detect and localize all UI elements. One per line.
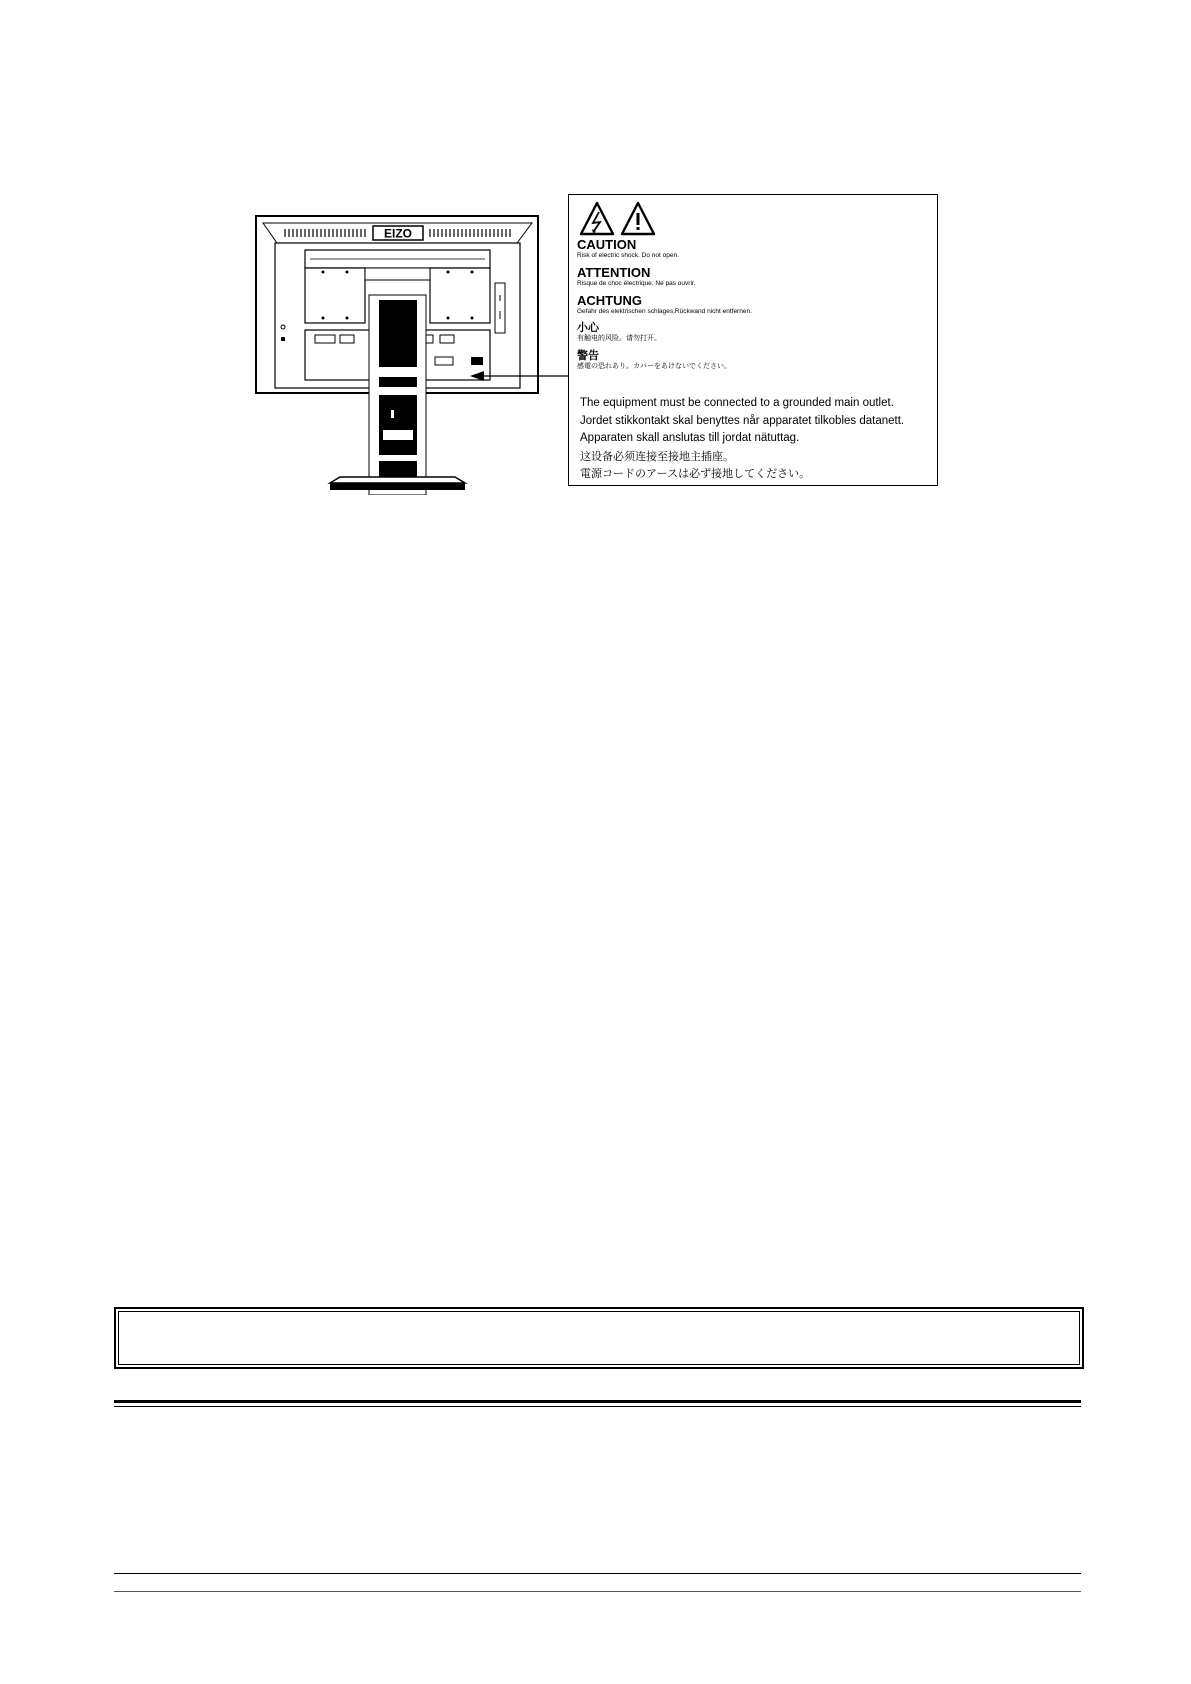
section-rule-thick xyxy=(114,1400,1081,1403)
monitor-rear-drawing xyxy=(255,215,540,495)
ja-text: 感電の恐れあり。カバーをあけないでください。 xyxy=(577,362,731,370)
achtung-text: Gefahr des elektrischen schlages,Rückwand nicht entfernen. xyxy=(577,308,752,315)
grounding-line-zh: 这设备必须连接至接地主插座。 xyxy=(580,449,734,463)
footer-rule-top xyxy=(114,1573,1081,1574)
grounding-line-en: The equipment must be connected to a grounded main outlet. xyxy=(580,397,894,409)
attention-text: Risque de choc électrique. Ne pas ouvrir. xyxy=(577,280,696,287)
monitor-logo: EIZO xyxy=(383,226,413,241)
footer-rule-bottom xyxy=(114,1591,1081,1592)
ja-heading: 警告 xyxy=(577,349,599,362)
caution-text: Risk of electric shock. Do not open. xyxy=(577,252,679,259)
grounding-line-sv: Apparaten skall anslutas till jordat nätuttag. xyxy=(580,432,800,444)
caution-block-ja xyxy=(577,350,731,370)
grounding-line-ja: 電源コードのアースは必ず接地してください。 xyxy=(580,467,811,480)
caution-block-en xyxy=(577,238,679,260)
caution-block-de xyxy=(577,294,752,316)
grounding-line-no: Jordet stikkontakt skal benyttes når apparatet tilkobles datanett. xyxy=(580,414,905,427)
notice-box xyxy=(114,1307,1084,1369)
achtung-heading: ACHTUNG xyxy=(577,293,642,308)
zh-text: 有触电的风险。请勿打开。 xyxy=(577,334,661,342)
section-rule-thin xyxy=(114,1406,1081,1407)
attention-heading: ATTENTION xyxy=(577,265,651,280)
caution-label xyxy=(568,194,938,486)
caution-heading: CAUTION xyxy=(577,237,637,252)
zh-heading: 小心 xyxy=(577,321,599,334)
caution-block-zh xyxy=(577,322,661,342)
caution-block-fr xyxy=(577,266,696,288)
general-warning-icon xyxy=(622,203,654,234)
monitor-rear-illustration xyxy=(255,215,540,495)
electric-shock-warning-icon xyxy=(581,203,613,234)
grounding-instructions xyxy=(580,395,904,483)
pointer-arrow xyxy=(470,360,570,390)
warning-icons xyxy=(579,201,669,237)
